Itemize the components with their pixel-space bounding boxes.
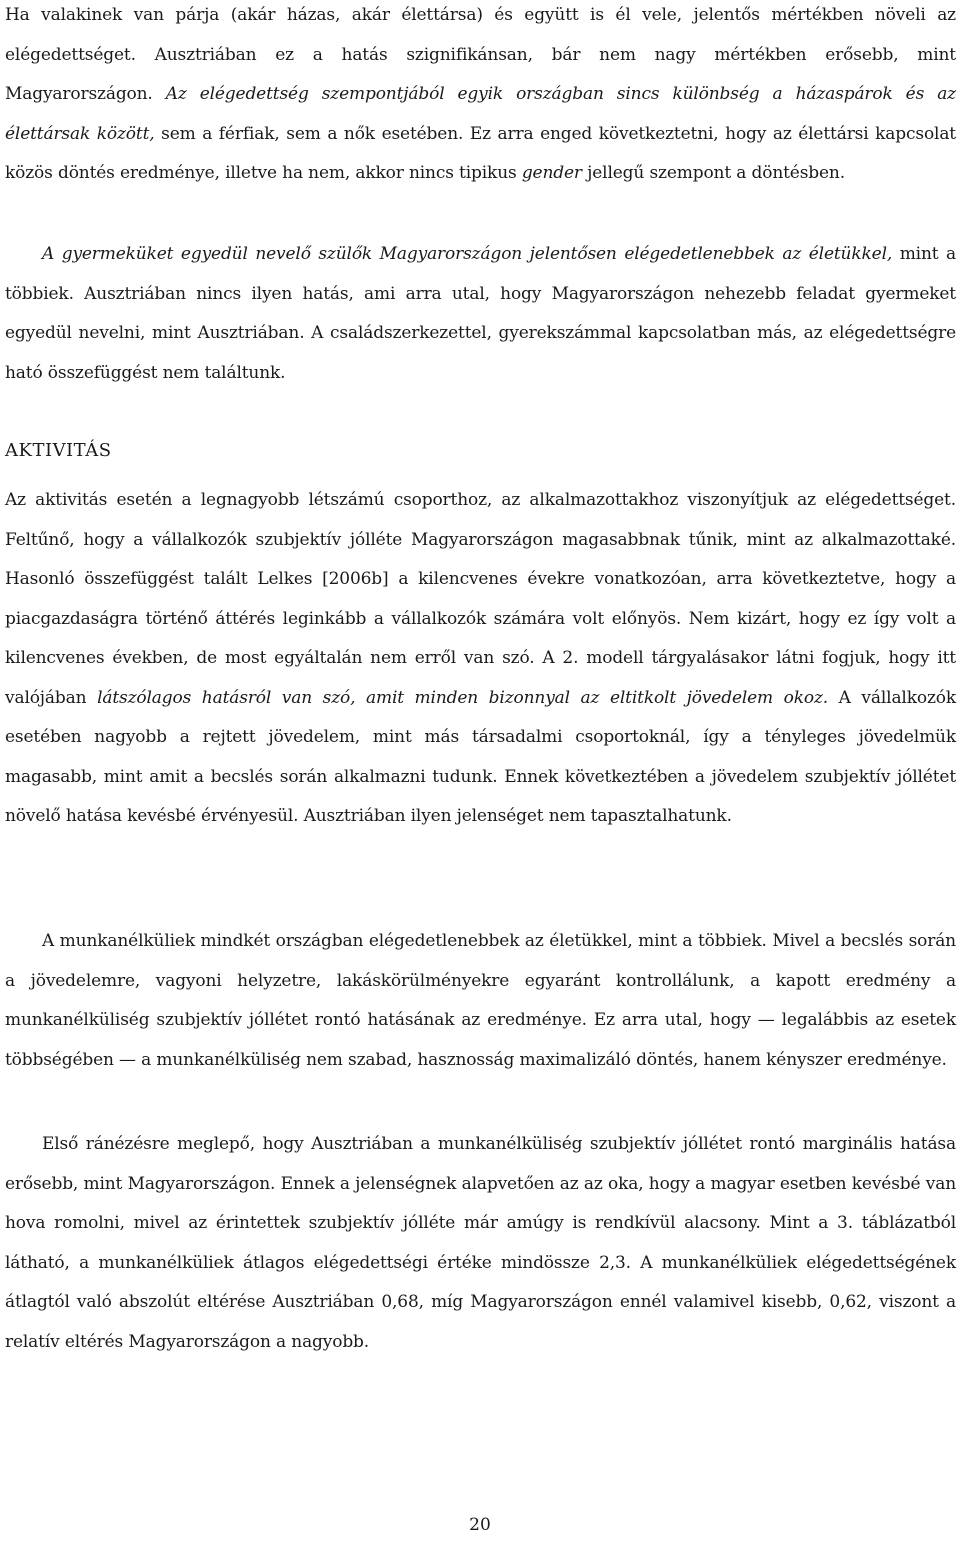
paragraph-text: Ha valakinek van párja (akár házas, akár élettársa) és együtt is él vele, jelentős mértékben növeli az elégedettséget. Ausztriában ez a hatás szignifikánsan, bár nem nagy mértékben erősebb, mint Magyarországon.: [5, 5, 956, 104]
paragraph-single-parents: [5, 235, 956, 393]
paragraph-text: A vállalkozók esetében nagyobb a rejtett jövedelem, mint más társadalmi csoportoknál, így a tényleges jövedelmük magasabb, mint amit a becslés során alkalmazni tudunk. Ennek következtében a jövedelem szubjektív jóllétet növelő hatása kevésbé érvényesül. Ausztriában ilyen jelenséget nem tapasztalhatunk.: [5, 687, 956, 826]
emphasis-term: gender: [521, 163, 582, 183]
emphasis-text: Az elégedettség szempontjából egyik országban sincs különbség a házaspárok és az élettársak között,: [5, 84, 956, 144]
section-heading: AKTIVITÁS: [5, 440, 112, 461]
paragraph-marginal-effect: Első ránézésre meglepő, hogy Ausztriában a munkanélküliség szubjektív jóllétet rontó marginális hatása erősebb, mint Magyarországon. Ennek a jelenségnek alapvetően az az oka, hogy a magyar esetben kevésbé van hova romolni, mivel az érintettek szubjektív jólléte már amúgy is rendkívül alacsony. Mint a 3. táblázatból látható, a munkanélküliek átlagos elégedettségi értéke mindössze 2,3. A munkanélküliek elégedettségének átlagtól való abszolút eltérése Ausztriában 0,68, míg Magyarországon ennél valamivel kisebb, 0,62, viszont a relatív eltérés Magyarországon a nagyobb.: [5, 1134, 956, 1352]
paragraph-unemployed: A munkanélküliek mindkét országban elégedetlenebbek az életükkel, mint a többiek. Mivel a becslés során a jövedelemre, vagyoni helyzetre, lakáskörülményekre egyaránt kontrollálunk, a kapott eredmény a munkanélküliség szubjektív jóllétet rontó hatásának az eredménye. Ez arra utal, hogy — legalábbis az esetek többségében — a munkanélküliség nem szabad, hasznosság maximalizáló döntés, hanem kényszer eredménye.: [5, 931, 956, 1070]
paragraph-text: sem a férfiak, sem a nők esetében. Ez arra enged következtetni, hogy az élettársi kapcsolat közös döntés eredménye, illetve ha nem, akkor nincs tipikus: [5, 123, 956, 183]
emphasis-text: látszólagos hatásról van szó, amit minden bizonnyal az eltitkolt jövedelem okoz.: [97, 687, 829, 708]
paragraph-text: Az aktivitás esetén a legnagyobb létszámú csoporthoz, az alkalmazottakhoz viszonyítjuk az elégedettséget. Feltűnő, hogy a vállalkozók szubjektív jólléte Magyarországon magasabbnak tűnik, mint az alkalmazottaké. Hasonló összefüggést talált Lelkes [2006b] a kilencvenes évekre vonatkozóan, arra következtetve, hogy a piacgazdaságra történő áttérés leginkább a vállalkozók számára volt előnyös. Nem kizárt, hogy ez így volt a kilencvenes években, de most egyáltalán nem erről van szó. A 2. modell tárgyalásakor látni fogjuk, hogy itt valójában: [5, 490, 956, 708]
paragraph-text: mint a többiek. Ausztriában nincs ilyen hatás, ami arra utal, hogy Magyarországon nehezebb feladat gyermeket egyedül nevelni, mint Ausztriában. A családszerkezettel, gyerekszámmal kapcsolatban más, az elégedettségre ható összefüggést nem találtunk.: [5, 244, 957, 383]
emphasis-text: A gyermeküket egyedül nevelő szülők Magyarországon jelentősen elégedetlenebbek az életükkel,: [42, 244, 893, 264]
paragraph-partnership: [5, 0, 956, 194]
page-number: 20: [469, 1515, 491, 1535]
paragraph-activity: [5, 481, 956, 837]
paragraph-text: jellegű szempont a döntésben.: [581, 163, 845, 183]
